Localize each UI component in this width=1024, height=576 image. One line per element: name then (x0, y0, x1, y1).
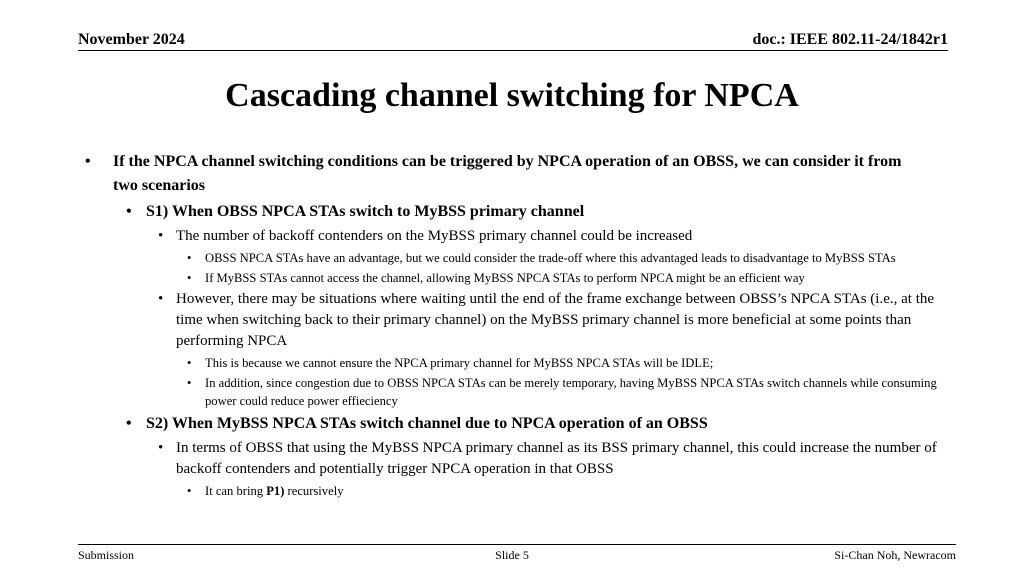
bullet-s1-point1-sub1: • OBSS NPCA STAs have an advantage, but we could consider the trade-off where this advantaged leads to disadvantage to MyBSS STAs (0, 249, 1024, 267)
bullet-s1-point2: • However, there may be situations where waiting until the end of the frame exchange between OBSS’s NPCA STAs (i.e., at the time when switching back to their primary channel) on the MyBSS primary channel is more beneficial at some points than performing NPCA (0, 289, 1024, 352)
bullet-s1-point1: • The number of backoff contenders on the MyBSS primary channel could be increased (0, 226, 1024, 247)
bullet-s1-point2-sub2: • In addition, since congestion due to OBSS NPCA STAs can be merely temporary, having MyBSS NPCA STAs switch channels while consuming power could reduce power effieciency (0, 374, 1024, 410)
header-rule (78, 50, 948, 51)
header-doc-id: doc.: IEEE 802.11-24/1842r1 (752, 31, 948, 48)
bullet-s1-point2-sub1: • This is because we cannot ensure the NPCA primary channel for MyBSS NPCA STAs will be IDLE; (0, 354, 1024, 372)
bullet-s2-sub1-ref: P1) (266, 484, 285, 498)
bullet-s2-point1: • In terms of OBSS that using the MyBSS NPCA primary channel as its BSS primary channel, this could increase the number of backoff contenders and potentially trigger NPCA operation in that OBSS (0, 438, 1024, 480)
bullet-s1: • S1) When OBSS NPCA STAs switch to MyBSS primary channel (0, 200, 1024, 224)
bullet-s2-sub1-text-pre: It can bring (205, 484, 267, 498)
footer-author: Si-Chan Noh, Newracom (834, 548, 956, 562)
footer-submission: Submission (78, 548, 135, 562)
bullet-s2-sub1-text-post: recursively (284, 484, 344, 498)
bullet-s1-point1-sub2: • If MyBSS STAs cannot access the channel, allowing MyBSS NPCA STAs to perform NPCA might be an efficient way (0, 269, 1024, 287)
bullet-s2-point1-sub1 (0, 482, 1024, 500)
slide-title: Cascading channel switching for NPCA (225, 77, 799, 114)
footer-rule (78, 544, 956, 545)
header-date: November 2024 (78, 31, 185, 48)
bullet-s2: • S2) When MyBSS NPCA STAs switch channel due to NPCA operation of an OBSS (0, 412, 1024, 436)
footer-slide-number: Slide 5 (495, 548, 529, 562)
bullet-intro: • If the NPCA channel switching conditions can be triggered by NPCA operation of an OBSS, we can consider it from two scenarios (0, 150, 1024, 198)
slide-content (0, 150, 1024, 500)
